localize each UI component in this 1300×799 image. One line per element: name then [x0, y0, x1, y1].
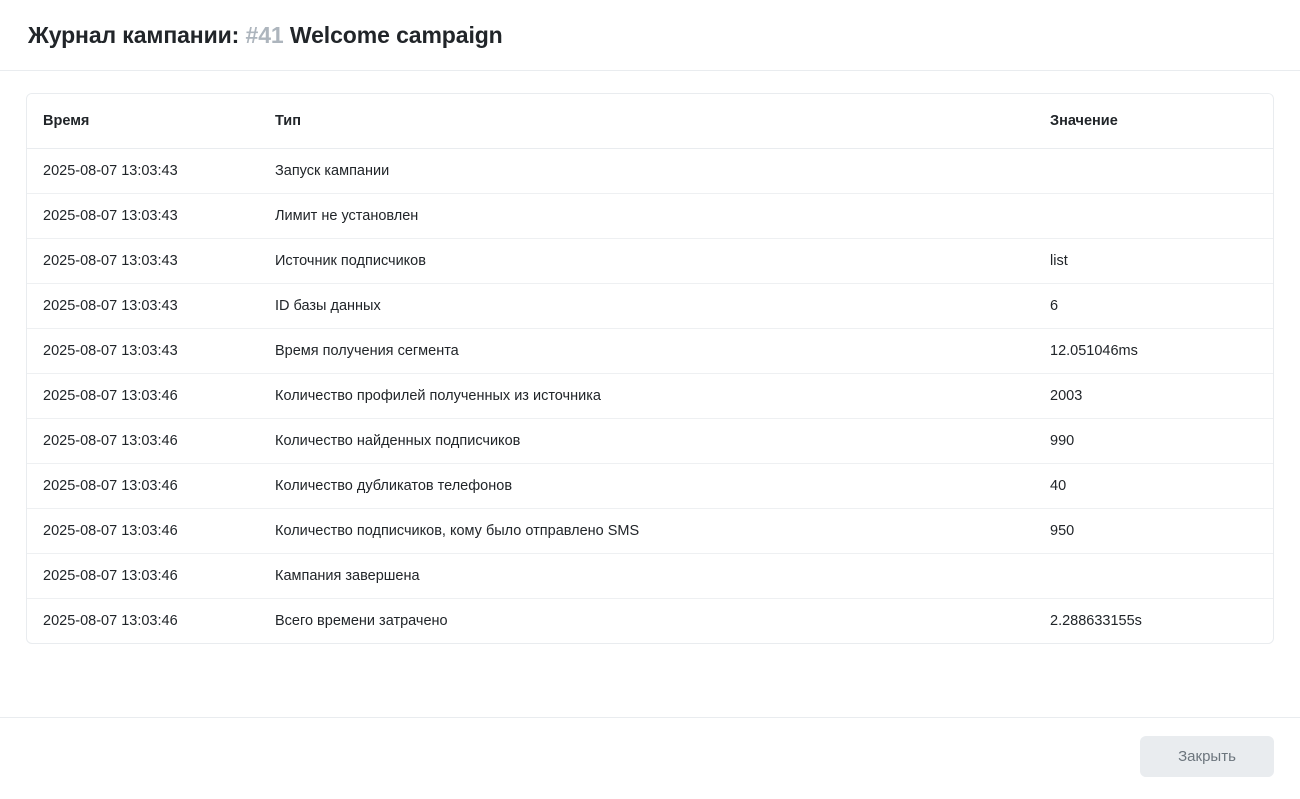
cell-type: Количество найденных подписчиков [259, 418, 1034, 463]
campaign-log-table [27, 94, 1273, 643]
table-row [27, 193, 1273, 238]
column-header-time: Время [27, 94, 259, 149]
cell-time: 2025-08-07 13:03:46 [43, 612, 178, 629]
cell-value: 12.051046ms [1034, 328, 1273, 373]
cell-type: Кампания завершена [259, 553, 1034, 598]
cell-type: Количество профилей полученных из источника [259, 373, 1034, 418]
cell-time: 2025-08-07 13:03:46 [27, 463, 259, 508]
log-table-container [26, 93, 1274, 644]
table-header-row [27, 94, 1273, 149]
table-row [27, 598, 1273, 643]
cell-value: list [1034, 238, 1273, 283]
cell-value: 2003 [1034, 373, 1273, 418]
cell-value: 6 [1034, 283, 1273, 328]
cell-value: 2.288633155s [1050, 612, 1142, 629]
cell-time: 2025-08-07 13:03:46 [27, 508, 259, 553]
table-row [27, 418, 1273, 463]
cell-value: 990 [1034, 418, 1273, 463]
cell-type: Количество подписчиков, кому было отправлено SMS [259, 508, 1034, 553]
table-row [27, 328, 1273, 373]
modal-body [0, 71, 1300, 697]
cell-type: Лимит не установлен [259, 193, 1034, 238]
table-head [27, 94, 1273, 149]
cell-time: 2025-08-07 13:03:43 [27, 148, 259, 193]
cell-value: 40 [1034, 463, 1273, 508]
campaign-id: #41 [245, 22, 284, 48]
cell-time: 2025-08-07 13:03:43 [27, 238, 259, 283]
cell-type: Источник подписчиков [259, 238, 1034, 283]
close-button[interactable]: Закрыть [1140, 736, 1274, 777]
cell-time: 2025-08-07 13:03:46 [27, 373, 259, 418]
table-row [27, 283, 1273, 328]
cell-time: 2025-08-07 13:03:46 [27, 553, 259, 598]
table-row [27, 148, 1273, 193]
cell-type: Запуск кампании [259, 148, 1034, 193]
table-row [27, 373, 1273, 418]
cell-value: 950 [1034, 508, 1273, 553]
campaign-name: Welcome campaign [289, 22, 503, 48]
cell-time: 2025-08-07 13:03:43 [27, 283, 259, 328]
cell-type: ID базы данных [259, 283, 1034, 328]
page-title [28, 22, 1272, 50]
modal-header [0, 0, 1300, 71]
page-title-prefix: Журнал кампании: [28, 22, 240, 48]
cell-time: 2025-08-07 13:03:43 [27, 193, 259, 238]
column-header-value: Значение [1034, 94, 1273, 149]
table-row [27, 508, 1273, 553]
cell-value [1034, 148, 1273, 193]
cell-value [1034, 553, 1273, 598]
table-body [27, 148, 1273, 643]
cell-type: Время получения сегмента [259, 328, 1034, 373]
modal-footer [0, 717, 1300, 799]
table-row [27, 553, 1273, 598]
table-row [27, 463, 1273, 508]
column-header-type: Тип [259, 94, 1034, 149]
cell-time: 2025-08-07 13:03:46 [27, 418, 259, 463]
cell-type: Всего времени затрачено [275, 612, 448, 629]
cell-type: Количество дубликатов телефонов [259, 463, 1034, 508]
cell-value [1034, 193, 1273, 238]
cell-time: 2025-08-07 13:03:43 [27, 328, 259, 373]
table-row [27, 238, 1273, 283]
